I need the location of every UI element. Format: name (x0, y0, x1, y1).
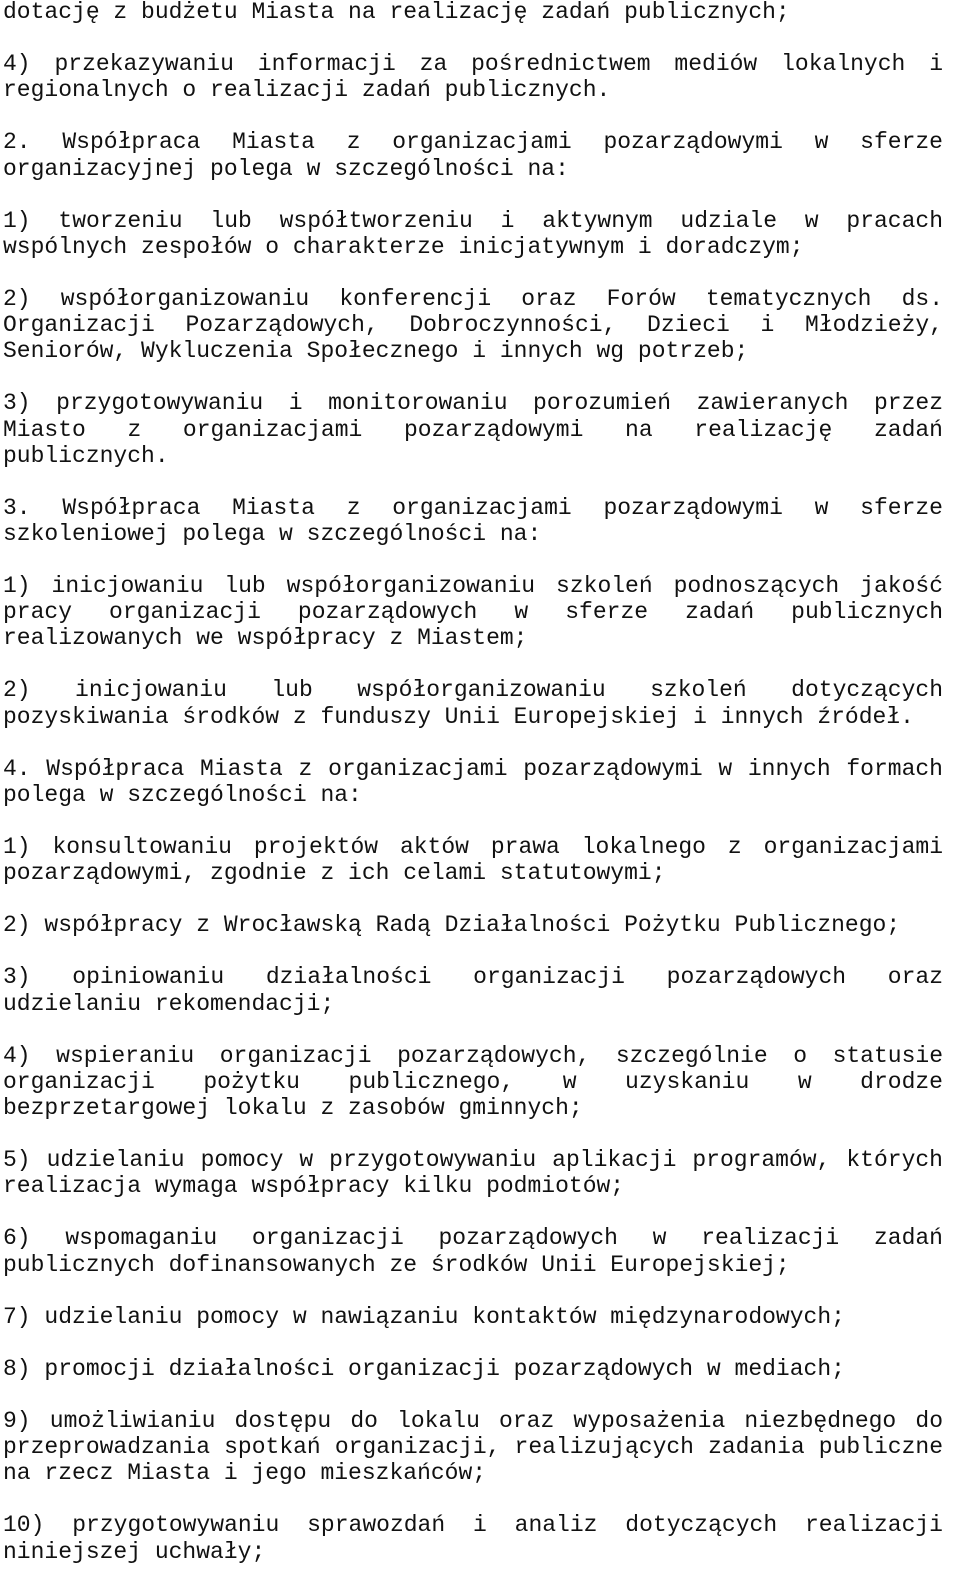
text-line: szkoleniowej polega w szczególności na: (3, 520, 542, 547)
text-line: polega w szczególności na: (3, 781, 362, 808)
text-line: 3. Współpraca Miasta z organizacjami pozarządowymi w sferze (3, 494, 943, 521)
paragraph (3, 1408, 943, 1486)
text-line: 2) współorganizowaniu konferencji oraz Forów tematycznych ds. (3, 286, 943, 313)
text-line: dotację z budżetu Miasta na realizację zadań publicznych; (3, 0, 790, 25)
text-line: Seniorów, Wykluczenia Społecznego i innych wg potrzeb; (3, 338, 749, 365)
text-line: publicznych. (3, 442, 169, 469)
text-line: przeprowadzania spotkań organizacji, realizujących zadania publiczne (3, 1434, 943, 1461)
paragraph (3, 1512, 943, 1564)
paragraph (3, 1225, 943, 1277)
paragraph (3, 1304, 943, 1330)
text-line: 4) wspieraniu organizacji pozarządowych, szczególnie o statusie (3, 1042, 943, 1069)
paragraph (3, 1043, 943, 1121)
paragraph (3, 964, 943, 1016)
paragraph (3, 0, 943, 25)
text-line: 9) umożliwianiu dostępu do lokalu oraz wyposażenia niezbędnego do (3, 1408, 943, 1435)
text-line: pracy organizacji pozarządowych w sferze zadań publicznych (3, 599, 943, 626)
text-line: 4. Współpraca Miasta z organizacjami pozarządowymi w innych formach (3, 755, 943, 782)
text-line: 3) opiniowaniu działalności organizacji pozarządowych oraz (3, 964, 943, 991)
text-line: na rzecz Miasta i jego mieszkańców; (3, 1460, 487, 1487)
text-line: organizacji pożytku publicznego, w uzyskaniu w drodze (3, 1068, 943, 1095)
text-line: pozarządowymi, zgodnie z ich celami statutowymi; (3, 860, 666, 887)
text-line: 6) wspomaganiu organizacji pozarządowych w realizacji zadań (3, 1225, 943, 1252)
text-line: regionalnych o realizacji zadań publicznych. (3, 77, 611, 104)
text-line: 5) udzielaniu pomocy w przygotowywaniu aplikacji programów, których (3, 1147, 943, 1174)
text-line: Organizacji Pozarządowych, Dobroczynności, Dzieci i Młodzieży, (3, 312, 943, 339)
text-line: 10) przygotowywaniu sprawozdań i analiz dotyczących realizacji (3, 1512, 943, 1539)
text-line: Miasto z organizacjami pozarządowymi na realizację zadań (3, 416, 943, 443)
paragraph (3, 834, 943, 886)
text-line: niniejszej uchwały; (3, 1538, 266, 1565)
text-line: 7) udzielaniu pomocy w nawiązaniu kontaktów międzynarodowych; (3, 1303, 845, 1330)
paragraph (3, 677, 943, 729)
text-line: realizacja wymaga współpracy kilku podmiotów; (3, 1173, 625, 1200)
paragraph (3, 573, 943, 651)
text-line: wspólnych zespołów o charakterze inicjatywnym i doradczym; (3, 233, 804, 260)
paragraph (3, 495, 943, 547)
text-line: realizowanych we współpracy z Miastem; (3, 625, 528, 652)
paragraph (3, 1356, 943, 1382)
paragraph (3, 208, 943, 260)
document-body (3, 0, 943, 1591)
paragraph (3, 51, 943, 103)
text-line: udzielaniu rekomendacji; (3, 990, 335, 1017)
paragraph (3, 912, 943, 938)
text-line: pozyskiwania środków z funduszy Unii Europejskiej i innych źródeł. (3, 703, 914, 730)
text-line: 1) tworzeniu lub współtworzeniu i aktywnym udziale w pracach (3, 207, 943, 234)
text-line: 2. Współpraca Miasta z organizacjami pozarządowymi w sferze (3, 129, 943, 156)
text-line: 1) inicjowaniu lub współorganizowaniu szkoleń podnoszących jakość (3, 573, 943, 600)
text-line: 3) przygotowywaniu i monitorowaniu porozumień zawieranych przez (3, 390, 943, 417)
paragraph (3, 1147, 943, 1199)
paragraph (3, 756, 943, 808)
text-line: publicznych dofinansowanych ze środków Unii Europejskiej; (3, 1251, 790, 1278)
paragraph (3, 286, 943, 364)
text-line: organizacyjnej polega w szczególności na: (3, 155, 569, 182)
paragraph (3, 390, 943, 468)
text-line: 2) współpracy z Wrocławską Radą Działalności Pożytku Publicznego; (3, 912, 901, 939)
text-line: bezprzetargowej lokalu z zasobów gminnych; (3, 1094, 583, 1121)
text-line: 2) inicjowaniu lub współorganizowaniu szkoleń dotyczących (3, 677, 943, 704)
text-line: 1) konsultowaniu projektów aktów prawa lokalnego z organizacjami (3, 834, 943, 860)
paragraph (3, 129, 943, 181)
text-line: 4) przekazywaniu informacji za pośrednictwem mediów lokalnych i (3, 51, 943, 78)
text-line: 8) promocji działalności organizacji pozarządowych w mediach; (3, 1355, 845, 1382)
